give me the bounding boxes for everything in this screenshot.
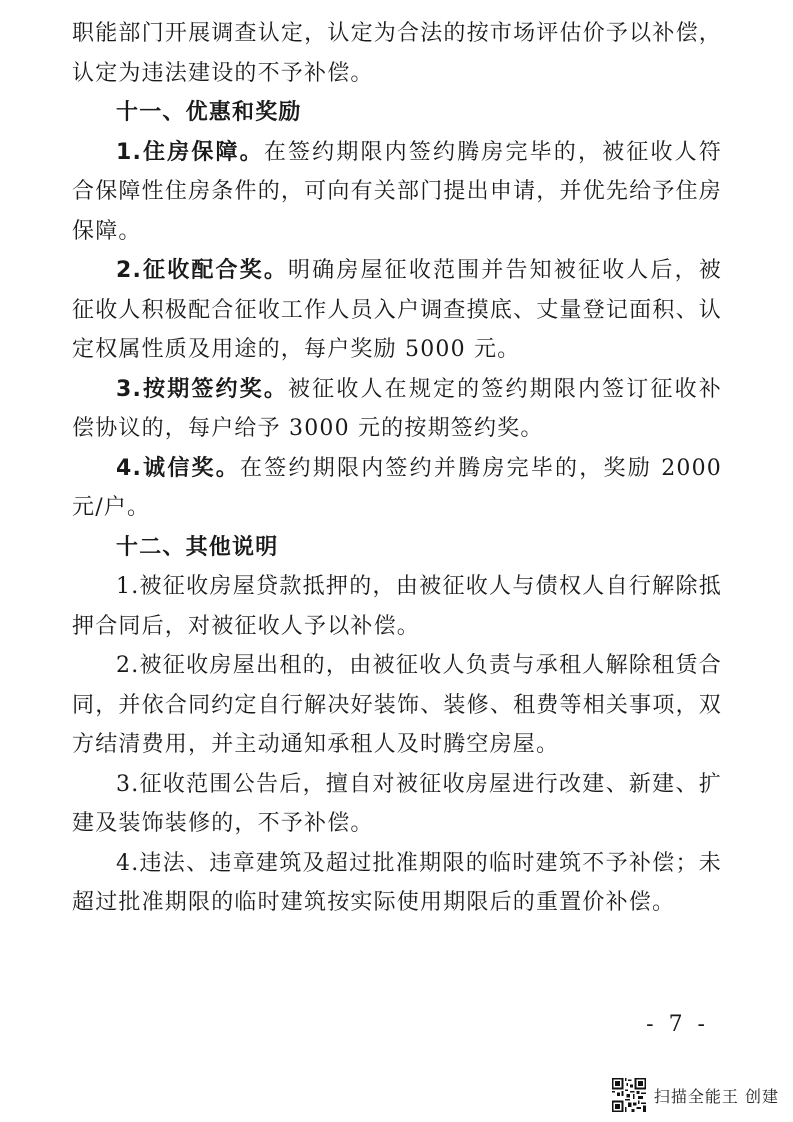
scanner-watermark xyxy=(612,1078,779,1112)
item-lead-title: 4.诚信奖。 xyxy=(116,455,241,481)
paragraph-text: 在签约期限内签约腾房完毕的，被征收人符合保障性住房条件的，可向有关部门提出申请，并优先给予住房保障。 xyxy=(72,139,722,244)
body-paragraph xyxy=(72,449,722,528)
body-paragraph xyxy=(72,765,722,844)
body-paragraph xyxy=(72,370,722,449)
document-body xyxy=(72,14,722,923)
body-paragraph xyxy=(72,844,722,923)
paragraph-text: 2.被征收房屋出租的，由被征收人负责与承租人解除租赁合同，并依合同约定自行解决好装饰、装修、租费等相关事项，双方结清费用，并主动通知承租人及时腾空房屋。 xyxy=(72,653,722,757)
body-paragraph xyxy=(72,14,722,93)
paragraph-text: 4.违法、违章建筑及超过批准期限的临时建筑不予补偿；未超过批准期限的临时建筑按实际使用期限后的重置价补偿。 xyxy=(72,850,722,915)
page-number: - 7 - xyxy=(646,1012,709,1037)
paragraph-text: 1.被征收房屋贷款抵押的，由被征收人与债权人自行解除抵押合同后，对被征收人予以补偿。 xyxy=(72,574,722,639)
watermark-text: 扫描全能王 创建 xyxy=(653,1086,779,1106)
item-lead-title: 2.征收配合奖。 xyxy=(116,258,289,283)
body-paragraph xyxy=(72,251,722,370)
paragraph-text: 明确房屋征收范围并告知被征收人后，被征收人积极配合征收工作人员入户调查摸底、丈量登记面积、认定权属性质及用途的，每户奖励 5000 元。 xyxy=(72,258,722,362)
paragraph-text: 被征收人在规定的签约期限内签订征收补偿协议的，每户给予 3000 元的按期签约奖。 xyxy=(72,376,722,441)
body-paragraph xyxy=(72,133,722,252)
section-heading: 十二、其他说明 xyxy=(116,534,279,560)
item-lead-title: 1.住房保障。 xyxy=(116,139,264,165)
paragraph-text: 3.征收范围公告后，擅自对被征收房屋进行改建、新建、扩建及装饰装修的，不予补偿。 xyxy=(72,771,722,836)
body-paragraph xyxy=(72,567,722,646)
paragraph-text: 职能部门开展调查认定，认定为合法的按市场评估价予以补偿，认定为违法建设的不予补偿。 xyxy=(72,21,722,86)
paragraph-text: 在签约期限内签约并腾房完毕的，奖励 2000 元/户。 xyxy=(72,455,722,520)
qr-code-icon xyxy=(612,1078,646,1112)
item-lead-title: 3.按期签约奖。 xyxy=(116,376,289,402)
section-heading: 十一、优惠和奖励 xyxy=(116,100,302,125)
body-paragraph xyxy=(72,646,722,765)
